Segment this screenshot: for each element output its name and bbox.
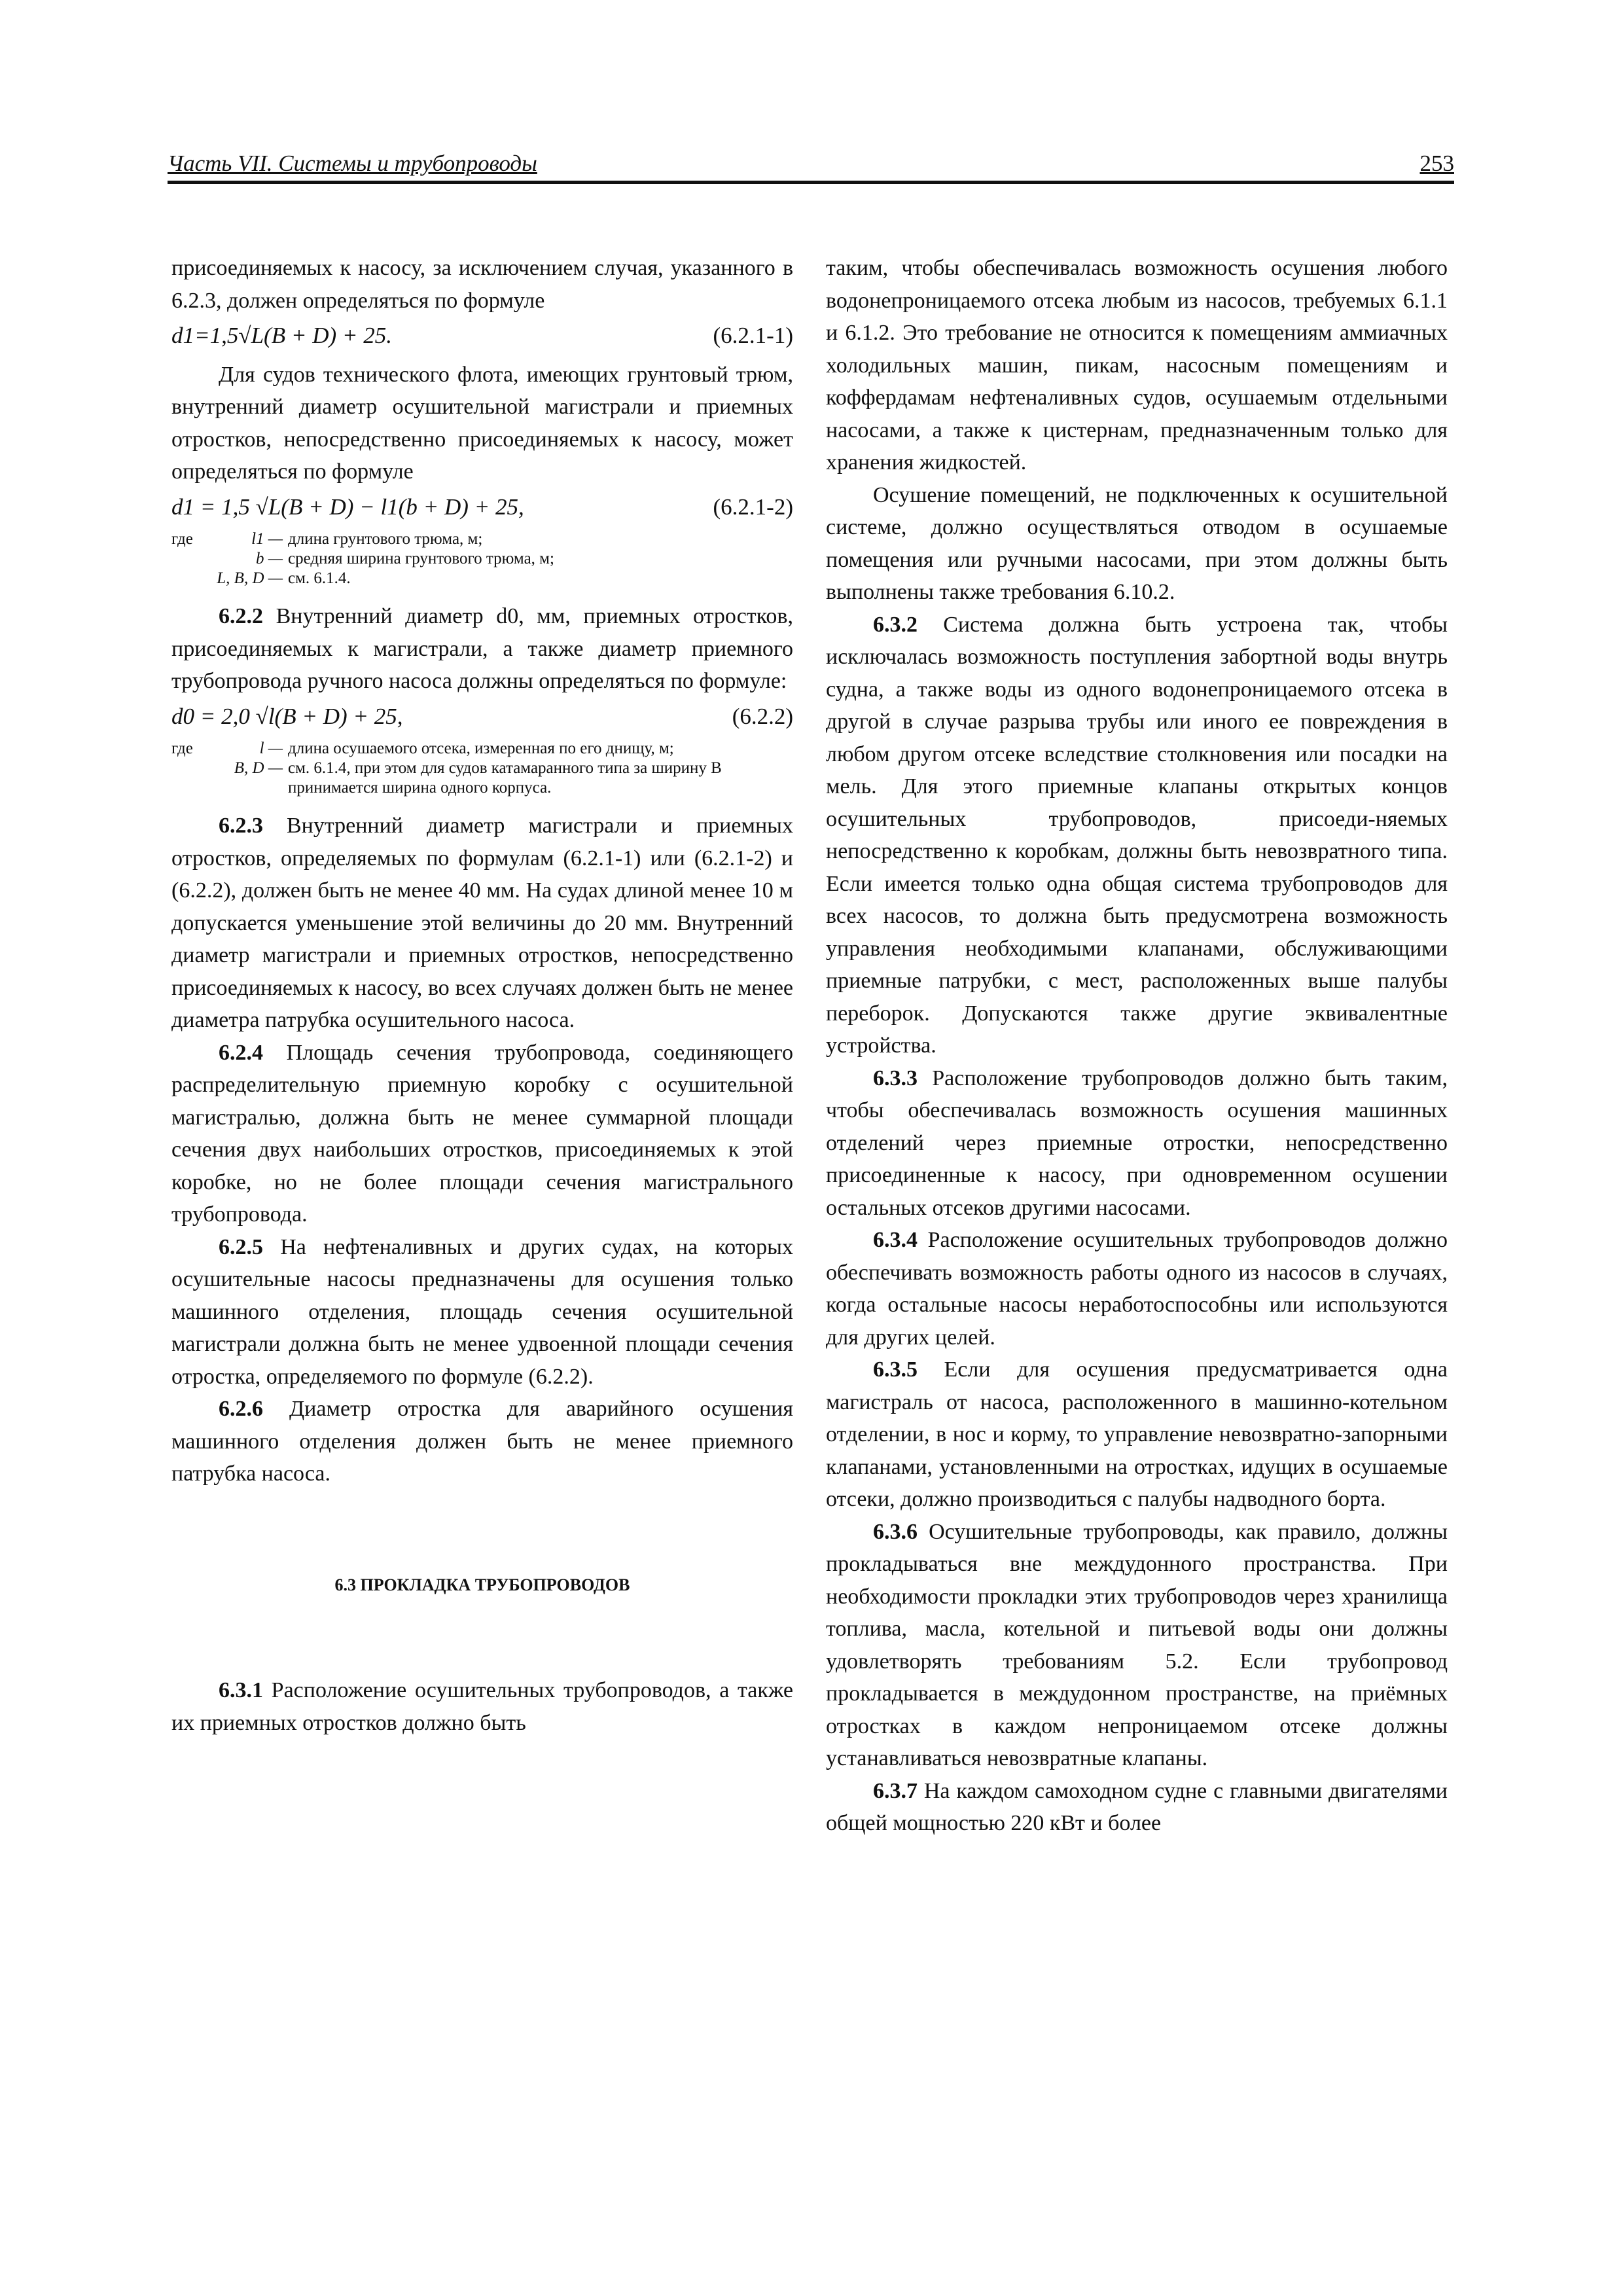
paragraph-6-2-3: 6.2.3 Внутренний диаметр магистрали и приемных отростков, определяемых по формулам (6.2.1-1) или (6.2.1-2) и (6.2.2), должен быть не менее 40 мм. На судах длиной менее 10 м допускается уменьшение этой величины до 20 мм. Внутренний диаметр магистрали и приемных отростков, непосредственно присоединяемых к насосу, во всех случаях должен быть не менее диаметра патрубка осушительного насоса. [171, 814, 793, 1032]
clause-number: 6.2.6 [219, 1397, 263, 1421]
paragraph-6-3-6: 6.3.6 Осушительные трубопроводы, как правило, должны прокладываться вне междудонного пространства. При необходимости прокладки этих трубопроводов через хранилища топлива, масла, котельной и питьевой воды они должны удовлетворять требованиям 5.2. Если трубопровод прокладывается в междудонном пространстве, на приёмных отростках в каждом непроницаемом отсеке должны устанавливаться невозвратные клапаны. [826, 1519, 1448, 1770]
paragraph: Для судов технического флота, имеющих грунтовый трюм, внутренний диаметр осушительной магистрали и приемных отростков, непосредственно присоединяемых к насосу, может определяться по формуле [171, 362, 793, 484]
running-header [168, 144, 1454, 184]
paragraph-6-2-4: 6.2.4 Площадь сечения трубопровода, соединяющего распределительную приемную коробку с осушительной магистралью, должна быть не менее суммарной площади сечения двух наибольших отростков, присоединяемых к этой коробке, но не более площади сечения магистрального трубопровода. [171, 1040, 793, 1227]
paragraph-6-3-1: 6.3.1 Расположение осушительных трубопроводов, а также их приемных отростков должно быть [171, 1678, 793, 1735]
right-column [826, 252, 1448, 1840]
clause-number: 6.3.3 [873, 1066, 918, 1090]
formula-definitions [171, 529, 793, 588]
paragraph-6-3-5: 6.3.5 Если для осушения предусматривается одна магистраль от насоса, расположенного в машинно-котельном отделении, в нос и корму, то управление невозвратно-запорными клапанами, установленными на отростках, идущих в осушаемые отсеки, должно производиться с палубы надводного борта. [826, 1357, 1448, 1511]
paragraph-6-2-5: 6.2.5 На нефтеналивных и других судах, на которых осушительные насосы предназначены для осушения только машинного отделения, площадь сечения осушительной магистрали должна быть не менее удвоенной площади сечения отростка, определяемого по формуле (6.2.2). [171, 1234, 793, 1389]
clause-number: 6.2.3 [219, 814, 263, 838]
definition-row: b — средняя ширина грунтового трюма, м; [256, 550, 554, 567]
clause-number: 6.3.1 [219, 1678, 263, 1702]
paragraph: таким, чтобы обеспечивалась возможность осушения любого водонепроницаемого отсека любым из насосов, требуемых 6.1.1 и 6.1.2. Это требование не относится к помещениям аммиачных холодильных машин, пикам, насосным помещениям и коффердамам нефтеналивных судов, осушаемым отдельными насосами, а также к цистернам, предназначенным только для хранения жидкостей. [826, 256, 1448, 475]
definition-row: где l1 — длина грунтового трюма, м; [171, 530, 483, 548]
paragraph-6-2-2: 6.2.2 Внутренний диаметр d0, мм, приемных отростков, присоединяемых к магистрали, а также диаметр приемного трубопровода ручного насоса должны определяться по формуле: [171, 604, 793, 693]
clause-number: 6.3.7 [873, 1778, 918, 1803]
paragraph: Осушение помещений, не подключенных к осушительной системе, должно осуществляться отводом в осушаемые помещения или ручными насосами, при этом должны быть выполнены также требования 6.10.2. [826, 482, 1448, 604]
formula-definitions [171, 739, 793, 798]
clause-number: 6.3.6 [873, 1519, 918, 1544]
paragraph-6-3-7: 6.3.7 На каждом самоходном судне с главными двигателями общей мощностью 220 кВт и более [826, 1778, 1448, 1835]
formula-expression: d0 = 2,0 √l(B + D) + 25, [171, 703, 403, 729]
formula-expression: d1=1,5√L(B + D) + 25. [171, 323, 392, 348]
paragraph-6-2-6: 6.2.6 Диаметр отростка для аварийного осушения машинного отделения должен быть не менее приемного патрубка насоса. [171, 1397, 793, 1486]
formula-number: (6.2.2) [732, 703, 793, 729]
definition-row: L, B, D — см. 6.1.4. [217, 569, 351, 587]
page-number: 253 [1419, 151, 1454, 176]
clause-number: 6.3.4 [873, 1228, 918, 1252]
paragraph-6-3-4: 6.3.4 Расположение осушительных трубопроводов должно обеспечивать возможность работы одного из насосов в случаях, когда остальные насосы неработоспособны или используются для других целей. [826, 1228, 1448, 1350]
paragraph-6-3-3: 6.3.3 Расположение трубопроводов должно быть таким, чтобы обеспечивалась возможность осушения машинных отделений через приемные отростки, непосредственно присоединенные к насосу, при одновременном осушении остальных отсеков другими насосами. [826, 1066, 1448, 1220]
clause-number: 6.3.2 [873, 612, 918, 637]
formula-6-2-2 [171, 700, 793, 733]
header-title: Часть VII. Системы и трубопроводы [168, 151, 537, 176]
clause-number: 6.2.5 [219, 1234, 263, 1259]
definition-row: B, D — см. 6.1.4, при этом для судов катамаранного типа за ширину B принимается ширина одного корпуса. [234, 759, 722, 797]
clause-number: 6.3.5 [873, 1357, 918, 1382]
left-column [171, 252, 793, 1739]
clause-number: 6.2.4 [219, 1040, 263, 1065]
formula-number: (6.2.1-2) [713, 493, 793, 520]
definition-row: где l — длина осушаемого отсека, измеренная по его днищу, м; [171, 740, 674, 757]
formula-6-2-1-2 [171, 491, 793, 524]
formula-6-2-1-1 [171, 319, 793, 352]
section-heading: 6.3 ПРОКЛАДКА ТРУБОПРОВОДОВ [334, 1575, 630, 1594]
clause-number: 6.2.2 [219, 604, 263, 628]
paragraph-6-3-2: 6.3.2 Система должна быть устроена так, чтобы исключалась возможность поступления забортной воды внутрь судна, а также воды из одного водонепроницаемого отсека в другой в случае разрыва трубы или иного ее повреждения в любом другом отсеке вследствие столкновения или посадки на мель. Для этого приемные клапаны открытых концов осушительных трубопроводов, присоеди-няемых непосредственно к коробкам, должны быть невозвратного типа. Если имеется только одна общая система трубопроводов для всех насосов, то должна быть предусмотрена возможность управления необходимыми клапанами, обслуживающими приемные патрубки, с мест, расположенных выше палубы переборок. Допускаются также другие эквивалентные устройства. [826, 612, 1448, 1058]
paragraph: присоединяемых к насосу, за исключением случая, указанного в 6.2.3, должен определяться по формуле [171, 256, 793, 313]
formula-expression: d1 = 1,5 √L(B + D) − l1(b + D) + 25, [171, 493, 524, 520]
formula-number: (6.2.1-1) [713, 323, 793, 348]
